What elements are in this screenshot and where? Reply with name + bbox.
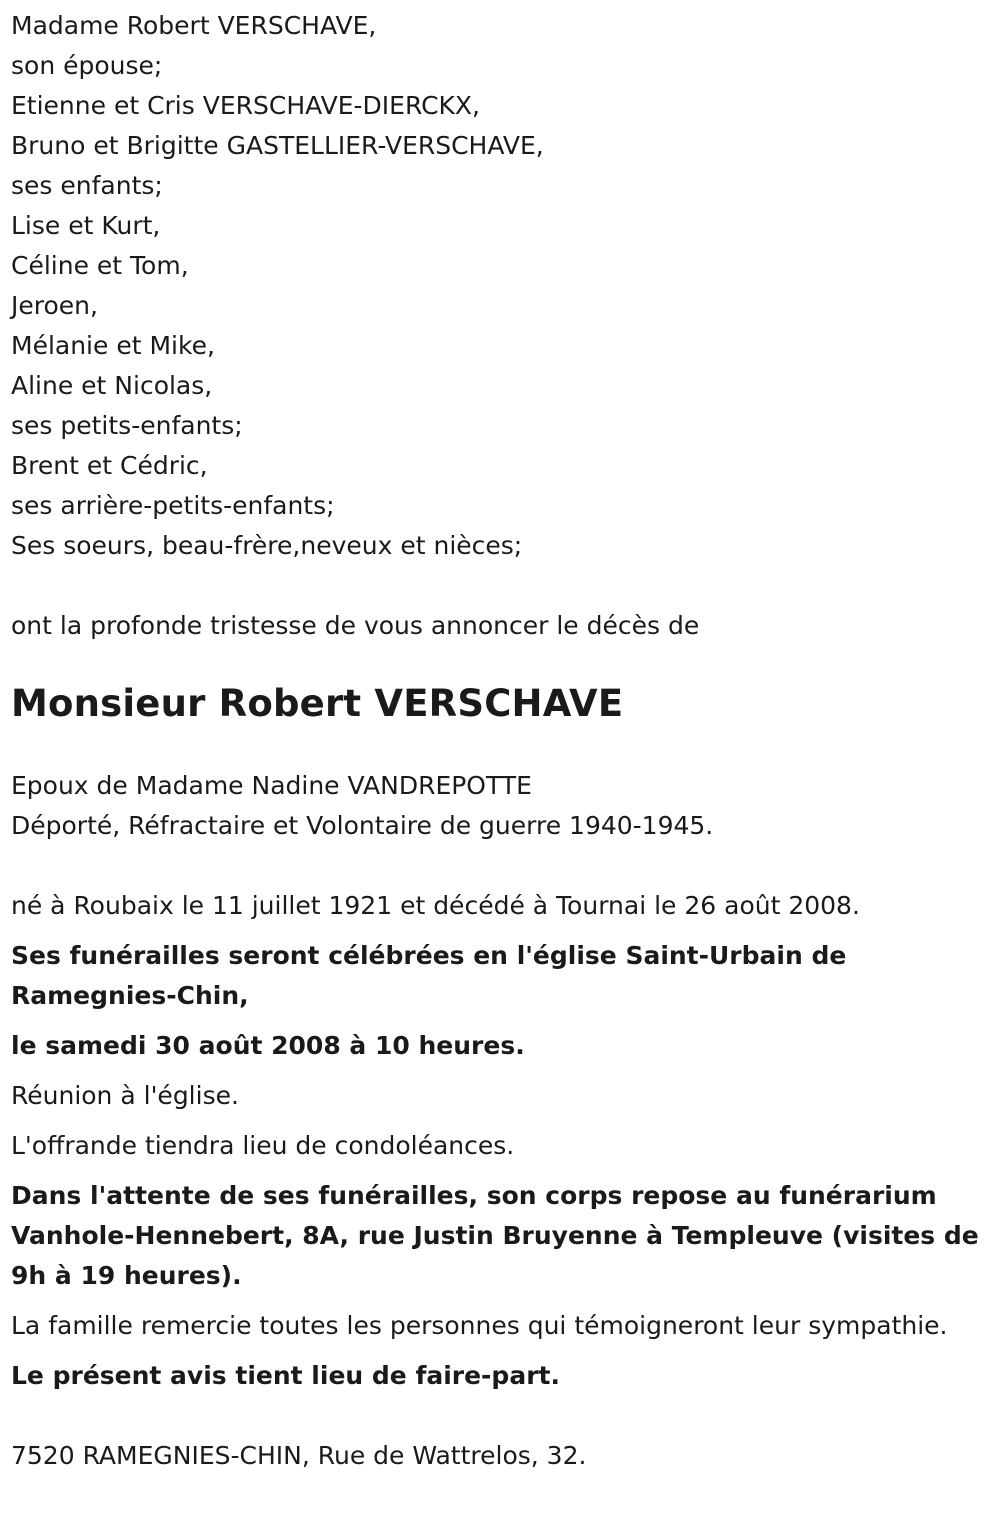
deceased-name: Monsieur Robert VERSCHAVE (11, 682, 624, 725)
spacer (11, 566, 986, 606)
spacer (11, 1396, 986, 1436)
family-line: Lise et Kurt, (11, 211, 161, 240)
distinction-line: Déporté, Réfractaire et Volontaire de guerre 1940-1945. (11, 811, 714, 840)
announcement-text: ont la profonde tristesse de vous annoncer le décès de (11, 611, 700, 640)
notice-statement: Le présent avis tient lieu de faire-part. (11, 1361, 560, 1390)
family-line: ses petits-enfants; (11, 411, 243, 440)
birth-death-dates: né à Roubaix le 11 juillet 1921 et décédé à Tournai le 26 août 2008. (11, 891, 860, 920)
funeral-church: Ses funérailles seront célébrées en l'église Saint-Urbain de Ramegnies-Chin, (11, 941, 847, 1010)
family-line: Bruno et Brigitte GASTELLIER-VERSCHAVE, (11, 131, 544, 160)
family-list (11, 6, 986, 566)
spacer (11, 846, 986, 886)
family-line: Aline et Nicolas, (11, 371, 213, 400)
funeral-datetime: le samedi 30 août 2008 à 10 heures. (11, 1031, 525, 1060)
spouse-line: Epoux de Madame Nadine VANDREPOTTE (11, 771, 532, 800)
funerarium-info: Dans l'attente de ses funérailles, son corps repose au funérarium Vanhole-Hennebert, 8A, rue Justin Bruyenne à Templeuve (visites de 9h à 19 heures). (11, 1181, 979, 1290)
thanks-note: La famille remercie toutes les personnes qui témoigneront leur sympathie. (11, 1311, 948, 1340)
meeting-place: Réunion à l'église. (11, 1081, 239, 1110)
family-line: Ses soeurs, beau-frère,neveux et nièces; (11, 531, 523, 560)
offering-note: L'offrande tiendra lieu de condoléances. (11, 1131, 515, 1160)
family-line: Mélanie et Mike, (11, 331, 215, 360)
family-line: Brent et Cédric, (11, 451, 208, 480)
family-line: Madame Robert VERSCHAVE, (11, 11, 377, 40)
family-line: son épouse; (11, 51, 163, 80)
family-address: 7520 RAMEGNIES-CHIN, Rue de Wattrelos, 32. (11, 1441, 587, 1470)
family-line: ses arrière-petits-enfants; (11, 491, 335, 520)
family-line: Etienne et Cris VERSCHAVE-DIERCKX, (11, 91, 481, 120)
family-line: Jeroen, (11, 291, 98, 320)
obituary-notice (11, 6, 986, 1476)
family-line: Céline et Tom, (11, 251, 189, 280)
family-line: ses enfants; (11, 171, 163, 200)
